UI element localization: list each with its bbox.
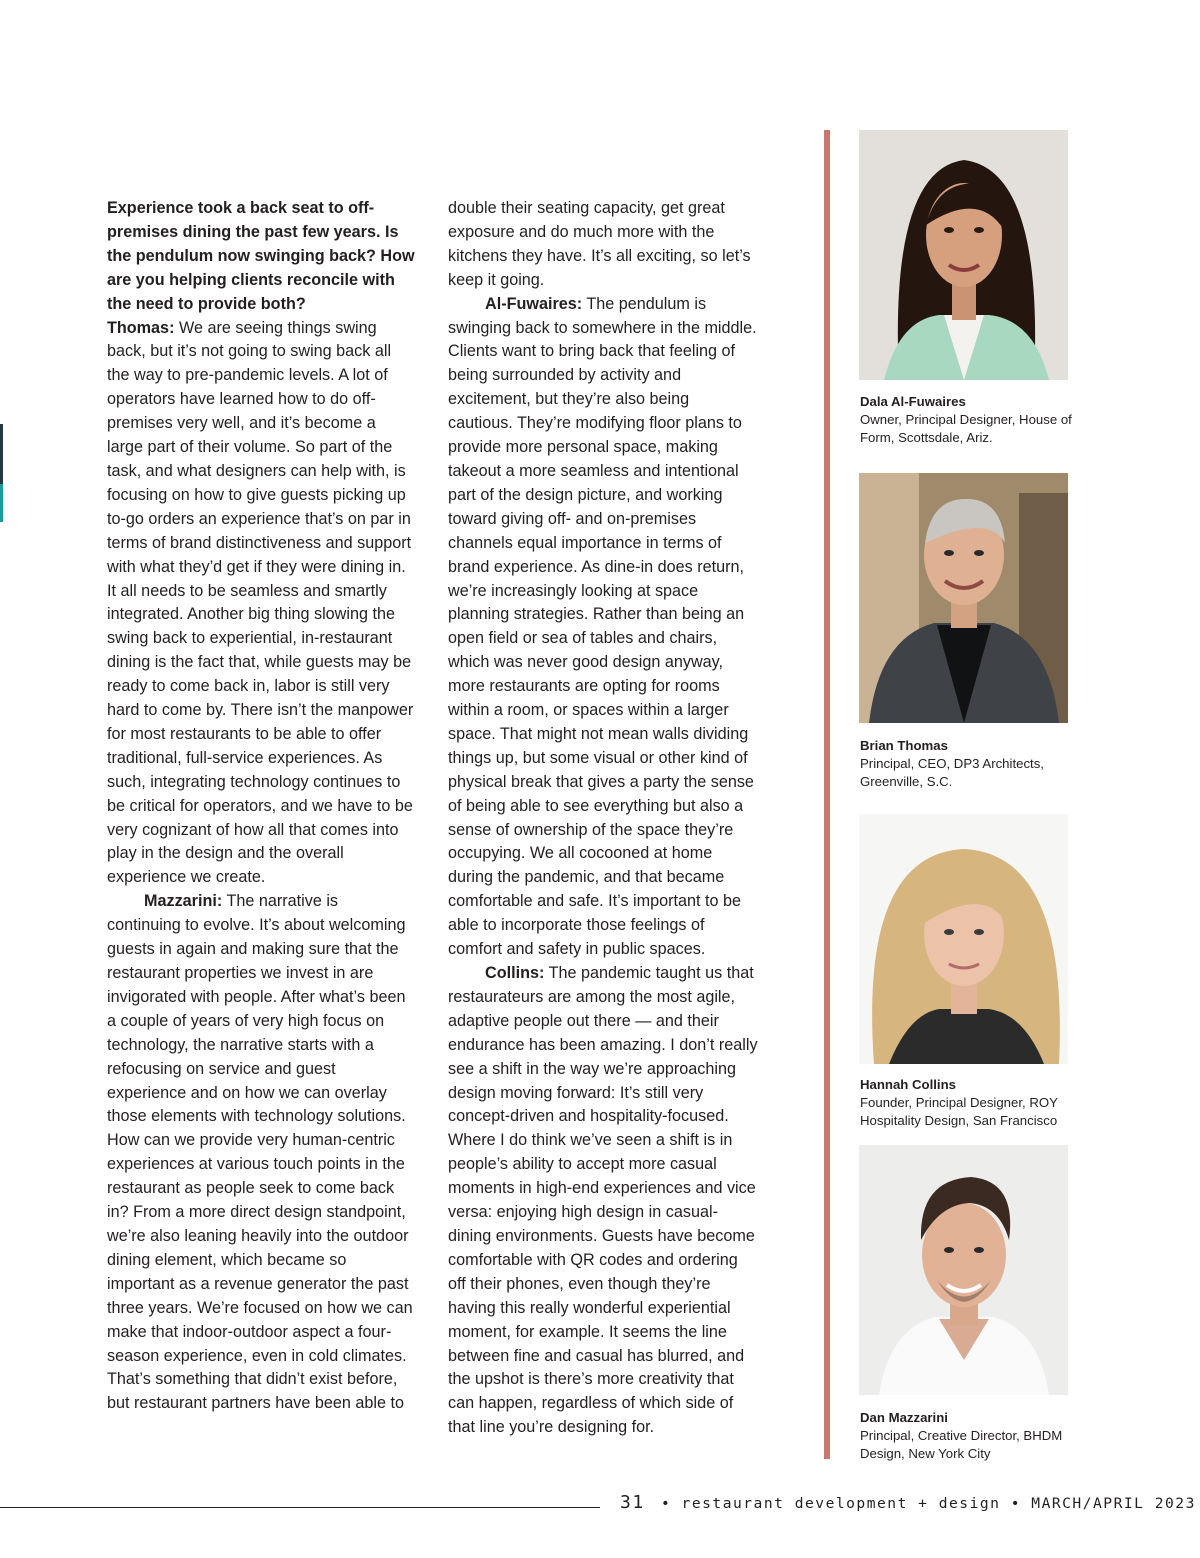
profile-name: Brian Thomas (860, 738, 948, 753)
edge-tab-accent-dark (0, 424, 3, 484)
portrait-photo-thomas (859, 473, 1068, 723)
speaker-label-mazzarini: Mazzarini: (144, 892, 223, 911)
interview-question: Experience took a back seat to off-premises dining the past few years. Is the pendulum now swinging back? How are you helping clients reconcile with the need to provide both? (107, 199, 415, 313)
answer-text: The pendulum is swinging back to somewhere in the middle. Clients want to bring back that feeling of being surrounded by activity and excitement, but they’re also being cautious. They’re modifying floor plans to provide more personal space, making takeout a more seamless and intentional part of the design picture, and working toward giving off- and on-premises channels equal importance in terms of brand experience. As dine-in does return, we’re increasingly looking at space planning strategies. Rather than being an open field or sea of tables and chairs, which was never good design anyway, more restaurants are opting for rooms within a room, or spaces within a larger space. That might not mean walls dividing things up, but some visual or other kind of physical break that gives a party the sense of being able to see everything but also a sense of ownership of the space they’re occupying. We all cocooned at home during the pandemic, and that became comfortable and safe. It’s important to be able to incorporate those feelings of comfort and safety in public spaces. (448, 294, 757, 959)
publication-line: • restaurant development + design • MARCH/APRIL 2023 (660, 1495, 1196, 1512)
speaker-label-alfuwaires: Al-Fuwaires: (485, 294, 583, 313)
mazzarini-answer (107, 890, 415, 1416)
article-column-middle (448, 197, 758, 1440)
speaker-label-thomas: Thomas: (107, 318, 175, 337)
answer-text: We are seeing things swing back, but it’s not going to swing back all the way to pre-pandemic levels. A lot of operators have learned how to do off-premises very well, and it’s become a large part of their volume. So part of the task, and what designers can help with, is focusing on how to give guests picking up to-go orders an experience that’s on par in terms of brand distinctiveness and support with what they’d get if they were dining in. It all needs to be seamless and smartly integrated. Another big thing slowing the swing back to experiential, in-restaurant dining is the fact that, while guests may be ready to come back in, labor is still very hard to come by. There isn’t the manpower for most restaurants to be able to offer traditional, full-service experiences. As such, integrating technology continues to be critical for operators, and we have to be very cognizant of how all that comes into play in the design and the overall experience we create. (107, 318, 414, 887)
alfuwaires-answer (448, 293, 758, 962)
portrait-photo-collins (859, 814, 1068, 1064)
portrait-photo-mazzarini (859, 1145, 1068, 1395)
page-number: 31 (620, 1492, 645, 1513)
profile-role: Principal, Creative Director, BHDM Design, New York City (860, 1428, 1063, 1462)
speaker-label-collins: Collins: (485, 964, 545, 982)
collins-answer (448, 962, 758, 1440)
profile-caption-collins (860, 1076, 1080, 1131)
profile-name: Hannah Collins (860, 1077, 956, 1092)
profile-name: Dala Al-Fuwaires (860, 394, 966, 409)
profile-caption-alfuwaires (860, 393, 1080, 448)
profile-role: Principal, CEO, DP3 Architects, Greenville, S.C. (860, 756, 1044, 790)
answer-text: The pandemic taught us that restaurateurs are among the most agile, adaptive people out there — and their endurance has been amazing. I don’t really see a shift in the way we’re approaching design moving forward: It’s still very concept-driven and hospitality-focused. Where I do think we’ve seen a shift is in people’s ability to accept more casual moments in high-end experiences and vice versa: enjoying high design in casual-dining environments. Guests have become comfortable with QR codes and ordering off their phones, even though they’re having this really wonderful experiential moment, for example. It seems the line between fine and casual has blurred, and the upshot is there’s more creativity that can happen, regardless of which side of that line you’re designing for. (448, 964, 758, 1437)
page-footer (620, 1492, 1196, 1513)
footer-rule (0, 1507, 600, 1508)
portrait-photo-alfuwaires (859, 130, 1068, 380)
profile-caption-mazzarini (860, 1409, 1080, 1464)
profile-name: Dan Mazzarini (860, 1410, 948, 1425)
profile-role: Owner, Principal Designer, House of Form, Scottsdale, Ariz. (860, 412, 1072, 446)
mazzarini-answer-continued: double their seating capacity, get great exposure and do much more with the kitchens they have. It’s all exciting, so let’s keep it going. (448, 199, 751, 289)
sidebar-accent-rule (824, 130, 830, 1459)
thomas-answer (107, 317, 415, 891)
profile-role: Founder, Principal Designer, ROY Hospitality Design, San Francisco (860, 1095, 1058, 1129)
article-column-left (107, 197, 415, 1416)
profile-caption-thomas (860, 737, 1080, 792)
answer-text: The narrative is continuing to evolve. It’s about welcoming guests in again and making sure that the restaurant properties we invest in are invigorated with people. After what’s been a couple of years of very high focus on technology, the narrative starts with a refocusing on service and guest experience and on how we can overlay those elements with technology solutions. How can we provide very human-centric experiences at various touch points in the restaurant as people seek to come back in? From a more direct design standpoint, we’re also leaning heavily into the outdoor dining element, which became so important as a revenue generator the past three years. We’re focused on how we can make that indoor-outdoor aspect a four-season experience, even in cold climates. That’s something that didn’t exist before, but restaurant partners have been able to (107, 892, 413, 1413)
